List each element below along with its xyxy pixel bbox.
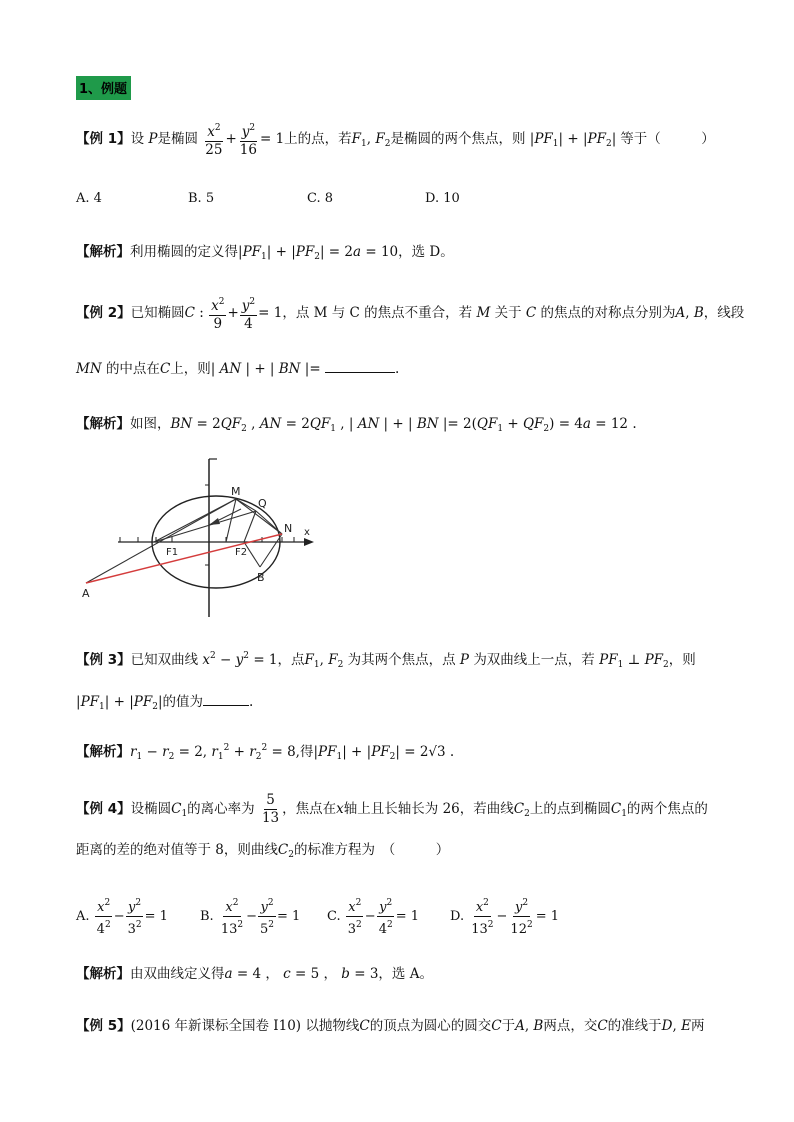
example-2-question-line-2: MN 的中点在C上，则| AN | + | BN |= . (76, 361, 400, 377)
example-4-question-line-1: 【例 4】设椭圆$C_1$的离心率为 $\frac{5}{13}$ ，焦点在x轴上且长轴长为 26，若曲线$C_2$上的点到椭圆$C_1$的两个焦点的 (76, 792, 708, 826)
fraction-y2-16: $\frac{y^2}{16}$ (238, 120, 259, 159)
label-q: Q (258, 497, 267, 510)
example-1-solution: 【解析】利用椭圆的定义得$|PF_1| + |PF_2| = 2a = 10$，选 D。 (76, 244, 454, 262)
ellipse-figure (76, 455, 336, 635)
section-heading: 1、例题 (76, 76, 131, 100)
example-5-question: 【例 5】(2016 年新课标全国卷 I10) 以抛物线C的顶点为圆心的圆交C于A, B两点，交C的准线于D, E两 (76, 1018, 705, 1034)
fraction-x2-9: $\frac{x^2}{9}$ (209, 294, 226, 333)
label-n: N (284, 522, 293, 535)
example-4-question-line-2: 距离的差的绝对值等于 8，则曲线$C_2$的标准方程为 （ ） (76, 842, 450, 860)
example-4-option-a: A. $\frac{x^2}{4^2}$ − $\frac{y^2}{3^2}$ = 1 (76, 895, 168, 938)
example-3-solution: 【解析】$r_1 - r_2 = 2$, $r_1^2 + r_2^2 = 8$,得$|PF_1| + |PF_2| = 2√3$ . (76, 743, 455, 762)
example-2-solution: 【解析】如图，BN = $2QF_2$ , AN = $2QF_1$ , | AN | + | BN |= $2(QF_1 + QF_2) = 4a = 12$ . (76, 416, 637, 434)
label-m: M (231, 485, 241, 498)
example-2-question-line-1: 【例 2】已知椭圆C : $\frac{x^2}{9}$ + $\frac{y^2}{4}$ = 1，点 M 与 C 的焦点不重合，若 M 关于 C 的焦点的对称点分别为A, B，线段 (76, 294, 744, 333)
example-1-option-d: D. 10 (425, 191, 460, 206)
answer-blank (325, 360, 395, 373)
label-f1: F1 (166, 547, 179, 558)
example-4-option-b: B. $\frac{x^2}{13^2}$ − $\frac{y^2}{5^2}$ = 1 (200, 895, 300, 938)
fraction-5-13: $\frac{5}{13}$ (261, 792, 280, 826)
example-3-question-line-2: $|PF_1| + |PF_2|$的值为 . (76, 694, 254, 712)
fraction-x2-25: $\frac{x^2}{25}$ (203, 120, 224, 159)
example-4-solution: 【解析】由双曲线定义得a = 4 ， c = 5 ， b = 3，选 A。 (76, 966, 433, 982)
fraction-y2-4: $\frac{y^2}{4}$ (240, 294, 257, 333)
example-1-tag: 【例 1】 (76, 131, 131, 147)
label-x: x (304, 527, 310, 538)
example-4-option-c: C. $\frac{x^2}{3^2}$ − $\frac{y^2}{4^2}$ = 1 (327, 895, 419, 938)
label-b: B (257, 571, 265, 584)
example-1-option-a: A. 4 (76, 191, 102, 206)
label-a: A (82, 587, 90, 600)
segment-an (86, 534, 282, 583)
example-4-option-d: D. $\frac{x^2}{13^2}$ − $\frac{y^2}{12^2}$ = 1 (450, 895, 559, 938)
example-1-question: 【例 1】设 P是椭圆 $\frac{x^2}{25}$ + $\frac{y^2}{16}$ = 1上的点，若$F_1$, $F_2$是椭圆的两个焦点，则 $|PF_1| + |PF_2|$ 等于（ ） (76, 120, 715, 159)
answer-blank (203, 693, 249, 706)
example-1-option-b: B. 5 (188, 191, 215, 206)
example-1-option-c: C. 8 (307, 191, 334, 206)
example-3-question-line-1: 【例 3】已知双曲线 $x^2 - y^2 = 1$，点$F_1$, $F_2$ 为其两个焦点，点 P 为双曲线上一点，若 $PF_1$ ⊥ $PF_2$，则 (76, 651, 696, 670)
label-f2: F2 (235, 547, 248, 558)
